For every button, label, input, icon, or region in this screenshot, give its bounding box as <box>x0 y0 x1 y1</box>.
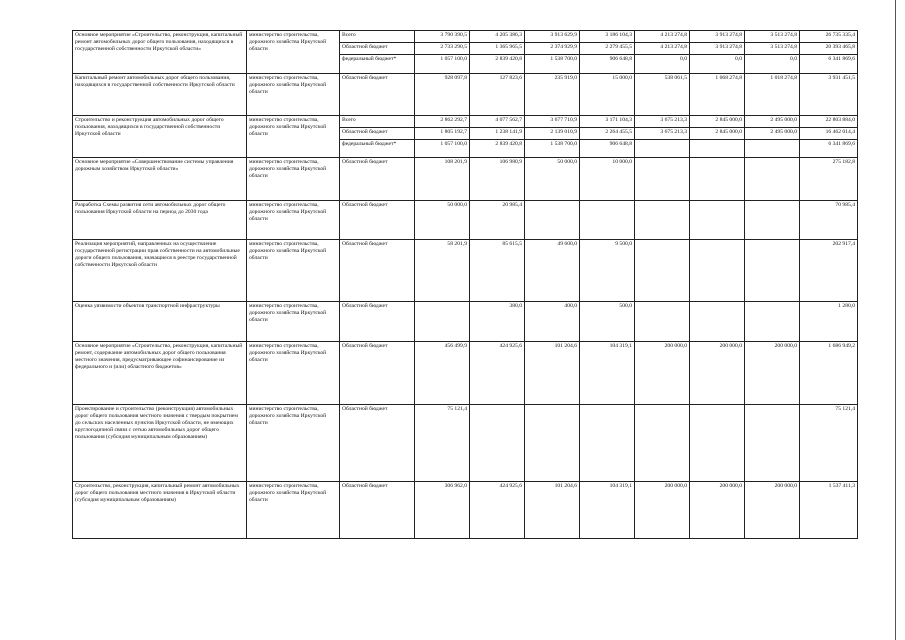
amount-cell: 906 648,8 <box>580 140 635 158</box>
amount-cell: 2 845 000,0 <box>690 128 745 140</box>
funding-source-cell: Областной бюджет <box>340 201 415 240</box>
amount-cell: 2 845 000,0 <box>690 116 745 128</box>
amount-cell <box>580 201 635 240</box>
amount-cell: 3 675 213,3 <box>635 116 690 128</box>
amount-cell: 3 513 274,8 <box>745 43 800 55</box>
funding-source-cell: Областной бюджет <box>340 74 415 116</box>
total-amount-cell: 6 341 869,6 <box>800 140 858 158</box>
activity-name-cell: Строительство, реконструкция, капитальный ремонт автомобильных дорог общего пользования местного значения в Иркутской области (субсидия муниципальным образованиям) <box>73 482 247 539</box>
amount-cell: 10 000,0 <box>580 158 635 201</box>
executor-cell: министерство строительства, дорожного хозяйства Иркутской области <box>247 74 340 116</box>
funding-source-cell: Областной бюджет <box>340 302 415 342</box>
amount-cell <box>690 405 745 482</box>
amount-cell: 101 204,6 <box>525 342 580 405</box>
amount-cell: 1 018 274,8 <box>745 74 800 116</box>
executor-cell: министерство строительства, дорожного хозяйства Иркутской области <box>247 405 340 482</box>
amount-cell: 3 790 390,5 <box>415 31 470 43</box>
funding-source-cell: федеральный бюджет* <box>340 140 415 158</box>
amount-cell <box>690 201 745 240</box>
total-amount-cell: 1 537 411,3 <box>800 482 858 539</box>
total-amount-cell: 1 686 949,2 <box>800 342 858 405</box>
total-amount-cell: 16 462 014,4 <box>800 128 858 140</box>
amount-cell: 127 823,6 <box>470 74 525 116</box>
amount-cell: 2 495 000,0 <box>745 116 800 128</box>
amount-cell: 500,0 <box>580 302 635 342</box>
funding-source-cell: Всего <box>340 31 415 43</box>
amount-cell: 4 077 562,7 <box>470 116 525 128</box>
amount-cell: 2 374 929,9 <box>525 43 580 55</box>
amount-cell <box>635 302 690 342</box>
activity-name-cell: Основное мероприятие «Совершенствование системы управления дорожным хозяйством Иркутской области» <box>73 158 247 201</box>
activity-name-cell: Оценка уязвимости объектов транспортной инфраструктуры <box>73 302 247 342</box>
page-edge-line <box>895 0 896 640</box>
amount-cell: 4 213 274,8 <box>635 43 690 55</box>
amount-cell: 9 500,0 <box>580 240 635 302</box>
amount-cell <box>745 158 800 201</box>
amount-cell <box>635 201 690 240</box>
amount-cell: 0,0 <box>745 55 800 74</box>
amount-cell: 75 121,4 <box>415 405 470 482</box>
table-row <box>73 74 858 116</box>
amount-cell: 2 733 290,5 <box>415 43 470 55</box>
amount-cell: 2 839 420,8 <box>470 55 525 74</box>
amount-cell: 104 319,1 <box>580 482 635 539</box>
amount-cell: 1 365 965,5 <box>470 43 525 55</box>
activity-name-cell: Капитальный ремонт автомобильных дорог общего пользования, находящихся в государственной собственности Иркутской области <box>73 74 247 116</box>
total-amount-cell: 1 280,0 <box>800 302 858 342</box>
amount-cell: 3 186 104,3 <box>580 31 635 43</box>
funding-source-cell: Областной бюджет <box>340 482 415 539</box>
total-amount-cell: 6 341 869,6 <box>800 55 858 74</box>
executor-cell: министерство строительства, дорожного хозяйства Иркутской области <box>247 201 340 240</box>
table-row <box>73 405 858 482</box>
amount-cell <box>635 405 690 482</box>
table-row <box>73 302 858 342</box>
amount-cell: 0,0 <box>690 55 745 74</box>
executor-cell: министерство строительства, дорожного хозяйства Иркутской области <box>247 240 340 302</box>
amount-cell: 15 000,0 <box>580 74 635 116</box>
total-amount-cell: 202 917,4 <box>800 240 858 302</box>
amount-cell: 3 513 274,8 <box>745 31 800 43</box>
amount-cell: 1 057 100,0 <box>415 140 470 158</box>
amount-cell: 380,0 <box>470 302 525 342</box>
amount-cell: 2 279 455,5 <box>580 43 635 55</box>
total-amount-cell: 3 931 451,5 <box>800 74 858 116</box>
amount-cell <box>745 240 800 302</box>
amount-cell: 2 139 010,9 <box>525 128 580 140</box>
amount-cell: 1 068 274,8 <box>690 74 745 116</box>
activity-name-cell: Проектирование и строительство (реконструкция) автомобильных дорог общего пользования местного значения с твердым покрытием до сельских населенных пунктов Иркутской области, не имеющих круглогодичной связи с сетью автомобильных дорог общего пользования (субсидия муниципальным образованиям) <box>73 405 247 482</box>
amount-cell: 2 839 420,8 <box>470 140 525 158</box>
amount-cell: 200 000,0 <box>745 482 800 539</box>
amount-cell: 1 538 700,0 <box>525 140 580 158</box>
amount-cell: 1 057 100,0 <box>415 55 470 74</box>
funding-source-cell: федеральный бюджет* <box>340 55 415 74</box>
amount-cell: 200 000,0 <box>690 342 745 405</box>
amount-cell: 2 495 000,0 <box>745 128 800 140</box>
activity-name-cell: Основное мероприятие «Строительство, реконструкция, капитальный ремонт автомобильных дорог общего пользования, находящихся в государственной собственности Иркутской области» <box>73 31 247 74</box>
amount-cell: 3 913 629,9 <box>525 31 580 43</box>
amount-cell: 4 205 386,3 <box>470 31 525 43</box>
amount-cell: 2 264 455,5 <box>580 128 635 140</box>
amount-cell: 424 925,6 <box>470 482 525 539</box>
budget-table <box>72 30 858 539</box>
table-row <box>73 31 858 43</box>
amount-cell <box>745 140 800 158</box>
total-amount-cell: 26 735 335,4 <box>800 31 858 43</box>
table-row <box>73 240 858 302</box>
amount-cell <box>635 158 690 201</box>
amount-cell: 101 204,6 <box>525 482 580 539</box>
amount-cell: 928 097,8 <box>415 74 470 116</box>
executor-cell: министерство строительства, дорожного хозяйства Иркутской области <box>247 482 340 539</box>
amount-cell: 200 000,0 <box>690 482 745 539</box>
activity-name-cell: Основное мероприятие «Строительство, реконструкция, капитальный ремонт, содержание автомобильных дорог общего пользования местного значения, предусматривающее софинансирование из федерального и (или) областного бюджетов» <box>73 342 247 405</box>
amount-cell <box>690 140 745 158</box>
funding-source-cell: Областной бюджет <box>340 240 415 302</box>
amount-cell <box>635 140 690 158</box>
amount-cell: 424 925,6 <box>470 342 525 405</box>
amount-cell: 50 000,0 <box>525 158 580 201</box>
amount-cell <box>745 201 800 240</box>
amount-cell: 3 913 274,8 <box>690 31 745 43</box>
total-amount-cell: 22 803 884,0 <box>800 116 858 128</box>
amount-cell: 456 499,9 <box>415 342 470 405</box>
funding-source-cell: Областной бюджет <box>340 43 415 55</box>
amount-cell: 50 000,0 <box>415 201 470 240</box>
executor-cell: министерство строительства, дорожного хозяйства Иркутской области <box>247 116 340 158</box>
amount-cell <box>470 405 525 482</box>
executor-cell: министерство строительства, дорожного хозяйства Иркутской области <box>247 342 340 405</box>
executor-cell: министерство строительства, дорожного хозяйства Иркутской области <box>247 158 340 201</box>
amount-cell: 104 319,1 <box>580 342 635 405</box>
funding-source-cell: Областной бюджет <box>340 128 415 140</box>
executor-cell: министерство строительства, дорожного хозяйства Иркутской области <box>247 302 340 342</box>
amount-cell: 4 213 274,8 <box>635 31 690 43</box>
amount-cell: 200 000,0 <box>635 482 690 539</box>
amount-cell <box>745 302 800 342</box>
table-row <box>73 158 858 201</box>
amount-cell: 2 862 292,7 <box>415 116 470 128</box>
budget-table-body <box>73 31 858 539</box>
amount-cell <box>525 201 580 240</box>
total-amount-cell: 275 182,8 <box>800 158 858 201</box>
table-row <box>73 342 858 405</box>
executor-cell: министерство строительства, дорожного хозяйства Иркутской области <box>247 31 340 74</box>
amount-cell: 306 962,0 <box>415 482 470 539</box>
amount-cell: 3 675 213,3 <box>635 128 690 140</box>
amount-cell: 3 913 274,8 <box>690 43 745 55</box>
total-amount-cell: 20 393 465,8 <box>800 43 858 55</box>
amount-cell: 0,0 <box>635 55 690 74</box>
amount-cell: 1 538 700,0 <box>525 55 580 74</box>
activity-name-cell: Строительство и реконструкция автомобильных дорог общего пользования, находящихся в государственной собственности Иркутской области <box>73 116 247 158</box>
funding-source-cell: Областной бюджет <box>340 158 415 201</box>
amount-cell <box>580 405 635 482</box>
funding-source-cell: Всего <box>340 116 415 128</box>
amount-cell: 85 615,5 <box>470 240 525 302</box>
amount-cell: 49 600,0 <box>525 240 580 302</box>
amount-cell <box>690 240 745 302</box>
table-row <box>73 482 858 539</box>
amount-cell: 538 061,5 <box>635 74 690 116</box>
amount-cell: 235 919,0 <box>525 74 580 116</box>
amount-cell: 108 201,9 <box>415 158 470 201</box>
table-row <box>73 116 858 128</box>
amount-cell <box>690 302 745 342</box>
amount-cell: 906 648,8 <box>580 55 635 74</box>
amount-cell <box>635 240 690 302</box>
total-amount-cell: 70 985,4 <box>800 201 858 240</box>
amount-cell: 3 171 104,3 <box>580 116 635 128</box>
amount-cell: 200 000,0 <box>635 342 690 405</box>
amount-cell: 200 000,0 <box>745 342 800 405</box>
amount-cell <box>525 405 580 482</box>
amount-cell: 3 677 710,9 <box>525 116 580 128</box>
amount-cell: 1 805 192,7 <box>415 128 470 140</box>
amount-cell <box>415 302 470 342</box>
amount-cell: 106 980,9 <box>470 158 525 201</box>
amount-cell: 58 201,9 <box>415 240 470 302</box>
amount-cell: 400,0 <box>525 302 580 342</box>
amount-cell <box>690 158 745 201</box>
amount-cell <box>745 405 800 482</box>
activity-name-cell: Разработка Схемы развития сети автомобильных дорог общего пользования Иркутской области на период до 2030 года <box>73 201 247 240</box>
funding-source-cell: Областной бюджет <box>340 342 415 405</box>
activity-name-cell: Реализация мероприятий, направленных на осуществление государственной регистрации прав собственности на автомобильные дороги общего пользования, значащиеся в реестре государственной собственности Иркутской области <box>73 240 247 302</box>
funding-source-cell: Областной бюджет <box>340 405 415 482</box>
amount-cell: 20 985,4 <box>470 201 525 240</box>
table-row <box>73 201 858 240</box>
total-amount-cell: 75 121,4 <box>800 405 858 482</box>
amount-cell: 1 238 141,9 <box>470 128 525 140</box>
